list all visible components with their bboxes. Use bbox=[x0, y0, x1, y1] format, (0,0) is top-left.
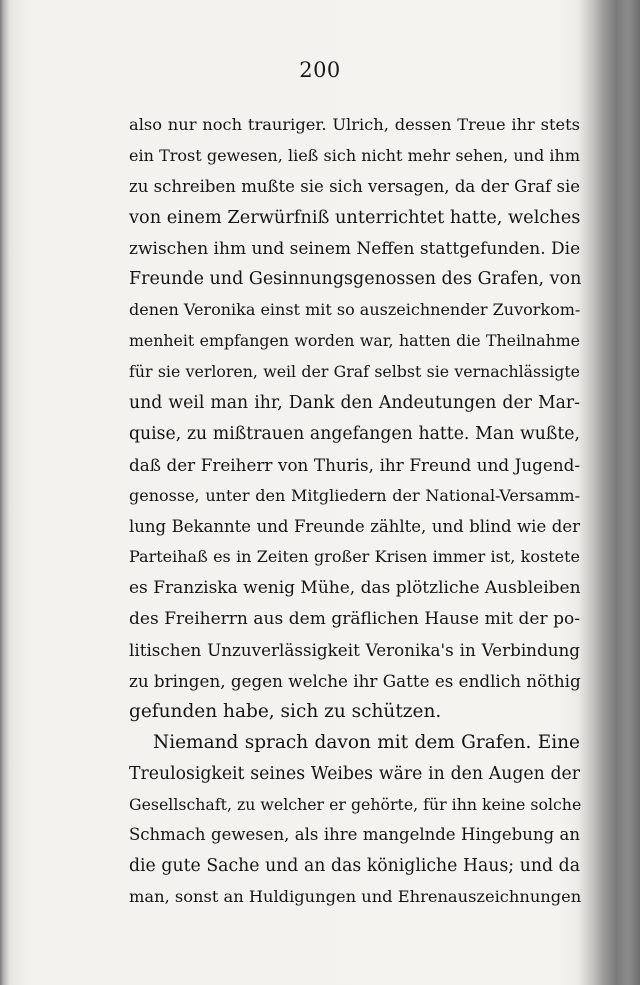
text-line: zu bringen, gegen welche ihr Gatte es endlich nöthig bbox=[129, 671, 581, 692]
text-line: also nur noch trauriger. Ulrich, dessen Treue ihr stets bbox=[129, 115, 580, 134]
text-line: litischen Unzuverlässigkeit Veronika's in Verbindung bbox=[129, 640, 580, 661]
body-text bbox=[129, 110, 580, 913]
text-line: es Franziska wenig Mühe, das plötzliche Ausbleiben bbox=[129, 578, 581, 599]
text-line: Freunde und Gesinnungsgenossen des Grafen, von bbox=[129, 269, 582, 290]
text-line: genosse, unter den Mitgliedern der National-Versamm- bbox=[129, 485, 580, 505]
text-line: Treulosigkeit seines Weibes wäre in den Augen der bbox=[129, 763, 580, 784]
text-line: zu schreiben mußte sie sich versagen, da der Graf sie bbox=[129, 176, 580, 196]
text-line: die gute Sache und an das königliche Haus; und da bbox=[129, 856, 580, 877]
text-line: Niemand sprach davon mit dem Grafen. Eine bbox=[153, 731, 580, 753]
page-number: 200 bbox=[299, 58, 341, 82]
text-line: zwischen ihm und seinem Neffen stattgefunden. Die bbox=[129, 238, 581, 259]
text-line: für sie verloren, weil der Graf selbst sie vernachlässigte bbox=[129, 362, 580, 382]
text-line: menheit empfangen worden war, hatten die Theilnahme bbox=[129, 331, 580, 351]
text-line: des Freiherrn aus dem gräflichen Hause mit der po- bbox=[129, 609, 580, 630]
text-line: gefunden habe, sich zu schützen. bbox=[129, 700, 442, 722]
text-line: ein Trost gewesen, ließ sich nicht mehr sehen, und ihm bbox=[129, 145, 580, 165]
text-line: Gesellschaft, zu welcher er gehörte, für ihn keine solche bbox=[129, 794, 582, 814]
paragraph-2 bbox=[129, 728, 580, 913]
text-line: und weil man ihr, Dank den Andeutungen der Mar- bbox=[129, 393, 580, 414]
text-line: Parteihaß es in Zeiten großer Krisen immer ist, kostete bbox=[129, 547, 580, 567]
text-line: quise, zu mißtrauen angefangen hatte. Man wußte, bbox=[129, 423, 580, 444]
paragraph-1 bbox=[129, 110, 580, 728]
text-line: Schmach gewesen, als ihre mangelnde Hingebung an bbox=[129, 825, 580, 845]
text-line: denen Veronika einst mit so auszeichnender Zuvorkom- bbox=[129, 300, 581, 320]
text-line: man, sonst an Huldigungen und Ehrenauszeichnungen bbox=[129, 887, 582, 907]
text-line: lung Bekannte und Freunde zählte, und blind wie der bbox=[129, 516, 580, 536]
text-line: von einem Zerwürfniß unterrichtet hatte, welches bbox=[129, 207, 581, 228]
text-line: daß der Freiherr von Thuris, ihr Freund und Jugend- bbox=[129, 454, 580, 475]
